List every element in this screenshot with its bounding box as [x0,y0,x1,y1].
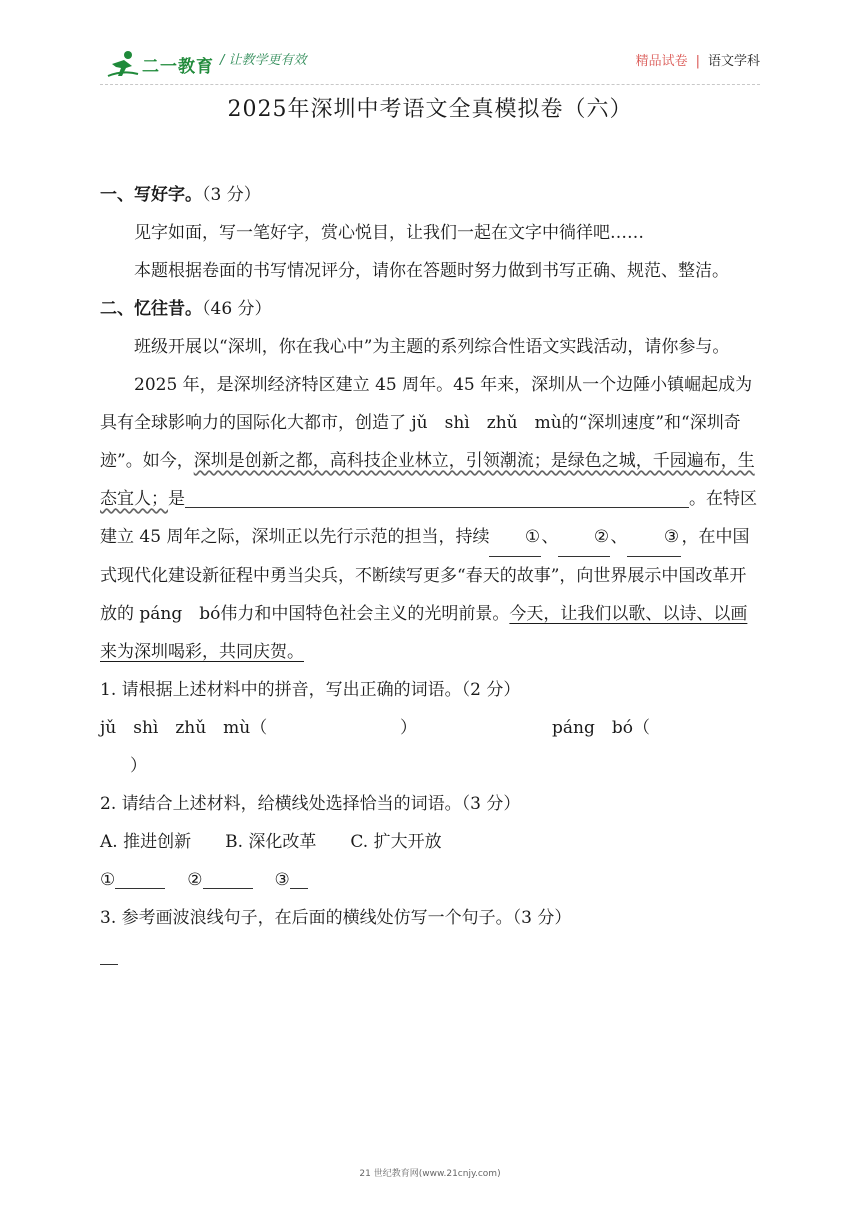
question-1: 1. 请根据上述材料中的拼音，写出正确的词语。（2 分） [100,680,521,700]
section-1-para-1: 见字如面，写一笔好字，赏心悦目，让我们一起在文字中徜徉吧…… [134,223,644,243]
header-divider [100,84,760,85]
pinyin-2: páng bó（ [552,718,650,738]
para-text-b: 是 [168,489,185,509]
logo-text: 二一教育 [142,57,214,77]
section-2-title: 二、忆往昔。 [100,299,202,319]
page-title: 2025年深圳中考语文全真模拟卷（六） [227,97,633,122]
subject-label: 语文学科 [707,54,760,69]
header-right [636,50,760,69]
answer-label-3: ③ [274,870,290,890]
wavy-sentence: 深圳是创新之都，高科技企业林立，引领潮流；是绿色之城，千园遍布，生态宜人； [100,451,755,509]
pinyin-1: jǔ shì zhǔ mù（ [100,718,268,738]
option-b: B. 深化改革 [225,832,317,852]
answer-blank-2[interactable] [203,872,253,889]
document-body [100,176,762,975]
question-3: 3. 参考画波浪线句子，在后面的横线处仿写一个句子。（3 分） [100,908,572,928]
blank-3[interactable]: ③ [627,518,681,557]
answer-label-2: ② [187,870,203,890]
section-2-para-2 [100,366,762,671]
runner-logo-icon [106,50,140,80]
question-2-answers [100,861,762,899]
dunhao-1: 、 [541,527,559,547]
blank-2[interactable]: ② [558,518,610,557]
answer-2-close: ） [130,756,147,776]
underlined-sentence: 今天，让我们以歌、以诗、以画来为深圳喝彩，共同庆贺。 [100,604,748,662]
imitation-blank-line[interactable] [185,485,447,508]
section-1-title: 一、写好字。 [100,185,202,205]
option-c: C. 扩大开放 [350,832,442,852]
question-3-answer [100,937,762,975]
option-a: A. 推进创新 [100,832,192,852]
para-text-c: 。在特区建立 45 周年之际，深圳正以先行示范的担当，持续 [100,489,757,547]
imitation-blank-line-2[interactable] [447,485,689,508]
section-1-score: （3 分） [202,185,261,205]
question-2-options [100,823,762,861]
slogan: / 让教学更有效 [220,53,307,68]
answer-1-close: ） [400,718,417,738]
answer-blank-1[interactable] [115,872,165,889]
section-2-heading [100,290,762,328]
section-2-para-1: 班级开展以“深圳，你在我心中”为主题的系列综合性语文实践活动，请你参与。 [134,337,730,357]
separator: | [695,54,700,69]
section-1-heading [100,176,762,214]
blank-1[interactable]: ① [489,518,541,557]
question-1-answers [100,709,762,747]
question-2: 2. 请结合上述材料，给横线处选择恰当的词语。（3 分） [100,794,521,814]
answer-label-1: ① [100,870,116,890]
answer-blank-3[interactable] [290,872,308,889]
badge: 精品试卷 [635,54,688,69]
page-header [100,44,760,84]
dunhao-2: 、 [610,527,628,547]
para-text-d: ，在中国式现代化建设新征程中勇当尖兵，不断续写更多“春天的故事”，向世界展示中国改革开放的 páng bó伟力和中国特色社会主义的光明前景。 [100,527,750,624]
section-2-score: （46 分） [202,299,272,319]
section-1-para-2: 本题根据卷面的书写情况评分，请你在答题时努力做到书写正确、规范、整洁。 [134,261,729,281]
para-text-a: 2025 年，是深圳经济特区建立 45 周年。45 年来，深圳从一个边陲小镇崛起成为具有全球影响力的国际化大都市，创造了 jǔ shì zhǔ mù的“深圳速度”和“深圳奇迹”。如今， [100,375,753,471]
answer-line-3[interactable] [100,948,118,965]
footer: 21 世纪教育网(www.21cnjy.com) [359,1169,501,1179]
